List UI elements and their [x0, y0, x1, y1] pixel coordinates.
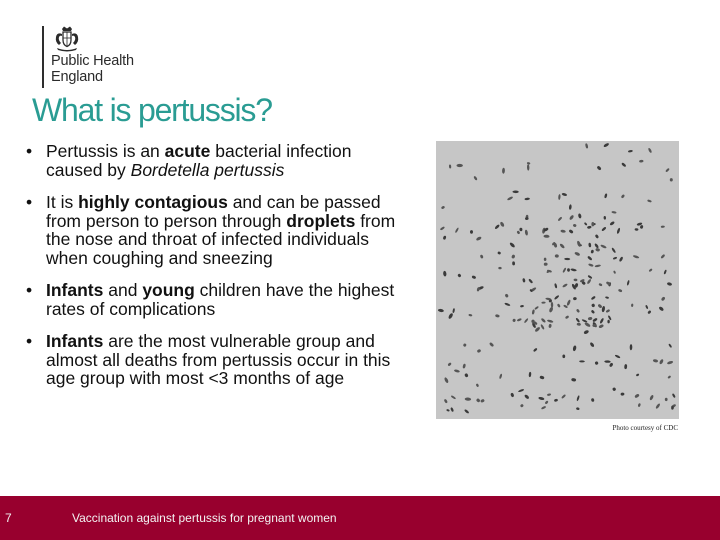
royal-coat-of-arms-icon [52, 26, 82, 52]
bacterium [591, 222, 594, 226]
bullet-item [26, 193, 406, 267]
org-name-line1: Public Health [51, 53, 134, 69]
bullet-text-run: droplets [286, 210, 356, 231]
bacterium [470, 230, 473, 234]
bacterium [457, 164, 463, 167]
slide-title: What is pertussis? [32, 92, 272, 128]
bullet-item [26, 281, 406, 318]
bullet-text-run: and [103, 280, 143, 300]
bullet-text-run: Infants [46, 331, 104, 351]
bullet-text-run: It is [46, 192, 79, 212]
bullet-text-run: acute [164, 141, 211, 161]
bullet-text-run: Infants [46, 280, 104, 300]
footer-presentation-title: Vaccination against pertussis for pregnant women [72, 511, 337, 525]
logo-divider [42, 26, 44, 88]
bullet-text-run: bacterial infection caused by [46, 141, 352, 180]
bullet-text-run: highly contagious [78, 192, 228, 212]
page-number: 7 [5, 511, 12, 525]
bullet-text-run: are the most vulnerable group and almost all deaths from pertussis occur in this age group with most <3 months of age [46, 331, 391, 388]
bullet-list [26, 142, 406, 402]
organisation-name [51, 53, 134, 85]
bullet-item [26, 332, 406, 388]
bullet-text-run: young [142, 280, 195, 300]
bullet-item [26, 142, 406, 179]
photo-credit: Photo courtesy of CDC [612, 424, 678, 432]
bullet-text-run: Pertussis is an [46, 141, 165, 161]
bullet-text-run: from the nose and throat of infected individuals when coughing and sneezing [46, 210, 396, 268]
footer-bar [0, 496, 720, 540]
org-name-line2: England [51, 69, 103, 85]
bacterium [607, 320, 609, 324]
pertussis-micrograph-image [436, 141, 679, 419]
bullet-text-run: and can be passed from person to person through [46, 192, 381, 231]
bullet-text-run: children have the highest rates of complications [46, 280, 395, 319]
bullet-text-run: Bordetella pertussis [130, 159, 285, 180]
